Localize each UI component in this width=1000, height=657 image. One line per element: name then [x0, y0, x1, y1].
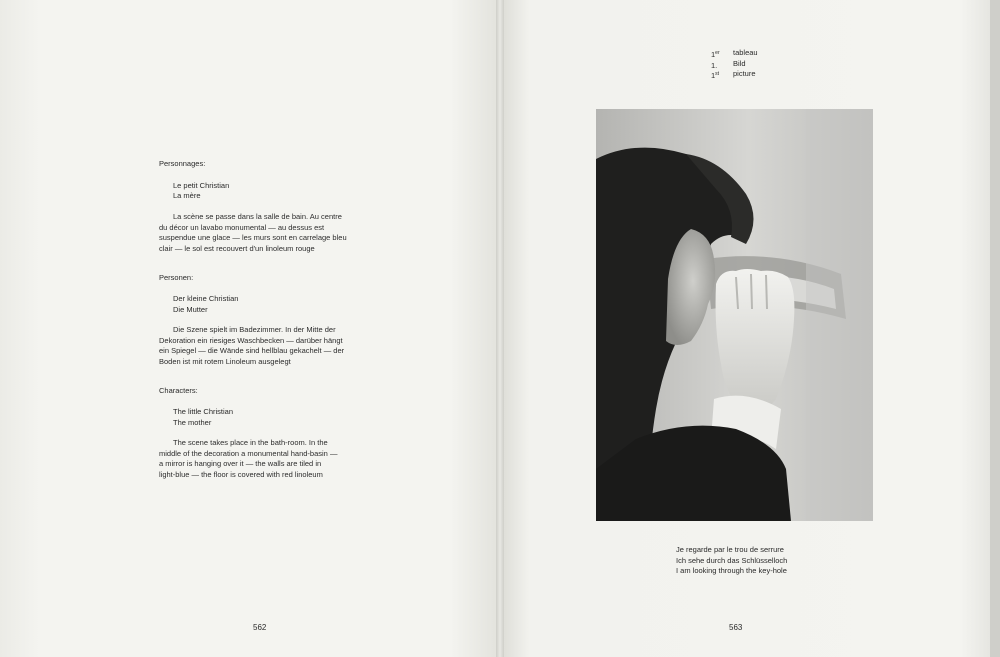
cast-item-fr-1: Le petit Christian [173, 181, 230, 190]
cast-item-de-1: Der kleine Christian [173, 294, 239, 303]
cast-item-en-1: The little Christian [173, 407, 234, 416]
label-num-de: 1. [711, 60, 718, 70]
picture-label-en [711, 69, 758, 80]
description-fr-line-2: du décor un lavabo monumental — au dessus est [159, 223, 325, 232]
picture-label-fr [711, 48, 758, 59]
picture-label [711, 48, 758, 80]
description-de-line-3: ein Spiegel — die Wände sind hellblau gekachelt — der [159, 346, 345, 355]
book-gutter [496, 0, 504, 657]
label-word-de: Bild [733, 58, 746, 68]
label-word-en: picture [733, 69, 756, 78]
section-heading-en: Characters: [159, 386, 198, 395]
page-number-left: 562 [253, 623, 267, 632]
description-en-line-4: light-blue — the floor is covered with red linoleum [159, 470, 323, 479]
photograph-image [596, 109, 873, 521]
description-fr-line-3: suspendue une glace — les murs sont en carrelage bleu [159, 233, 347, 242]
label-num-en: 1st [711, 71, 720, 80]
cast-item-fr-2: La mère [173, 191, 201, 200]
page-edge [990, 0, 1000, 657]
page-number-right: 563 [729, 623, 743, 632]
description-en-line-3: a mirror is hanging over it — the walls are tiled in [159, 459, 322, 468]
photo-caption-en: I am looking through the key-hole [676, 566, 787, 575]
description-en-line-1: The scene takes place in the bath-room. In the [173, 438, 328, 447]
description-de-line-1: Die Szene spielt im Badezimmer. In der Mitte der [173, 325, 336, 334]
description-de-line-2: Dekoration ein riesiges Waschbecken — darüber hängt [159, 336, 343, 345]
picture-label-de [711, 59, 758, 70]
photograph [596, 109, 873, 521]
label-num-fr: 1er [711, 50, 720, 59]
cast-item-en-2: The mother [173, 418, 212, 427]
description-en-line-2: middle of the decoration a monumental hand-basin — [159, 449, 338, 458]
description-de-line-4: Boden ist mit rotem Linoleum ausgelegt [159, 357, 291, 366]
section-heading-de: Personen: [159, 273, 194, 282]
photo-caption-de: Ich sehe durch das Schlüsselloch [676, 556, 788, 565]
description-fr-line-4: clair — le sol est recouvert d'un linoleum rouge [159, 244, 315, 253]
photo-caption-fr: Je regarde par le trou de serrure [676, 545, 784, 554]
section-heading-fr: Personnages: [159, 159, 206, 168]
label-word-fr: tableau [733, 48, 758, 57]
description-fr-line-1: La scène se passe dans la salle de bain. Au centre [173, 212, 342, 221]
cast-item-de-2: Die Mutter [173, 305, 208, 314]
